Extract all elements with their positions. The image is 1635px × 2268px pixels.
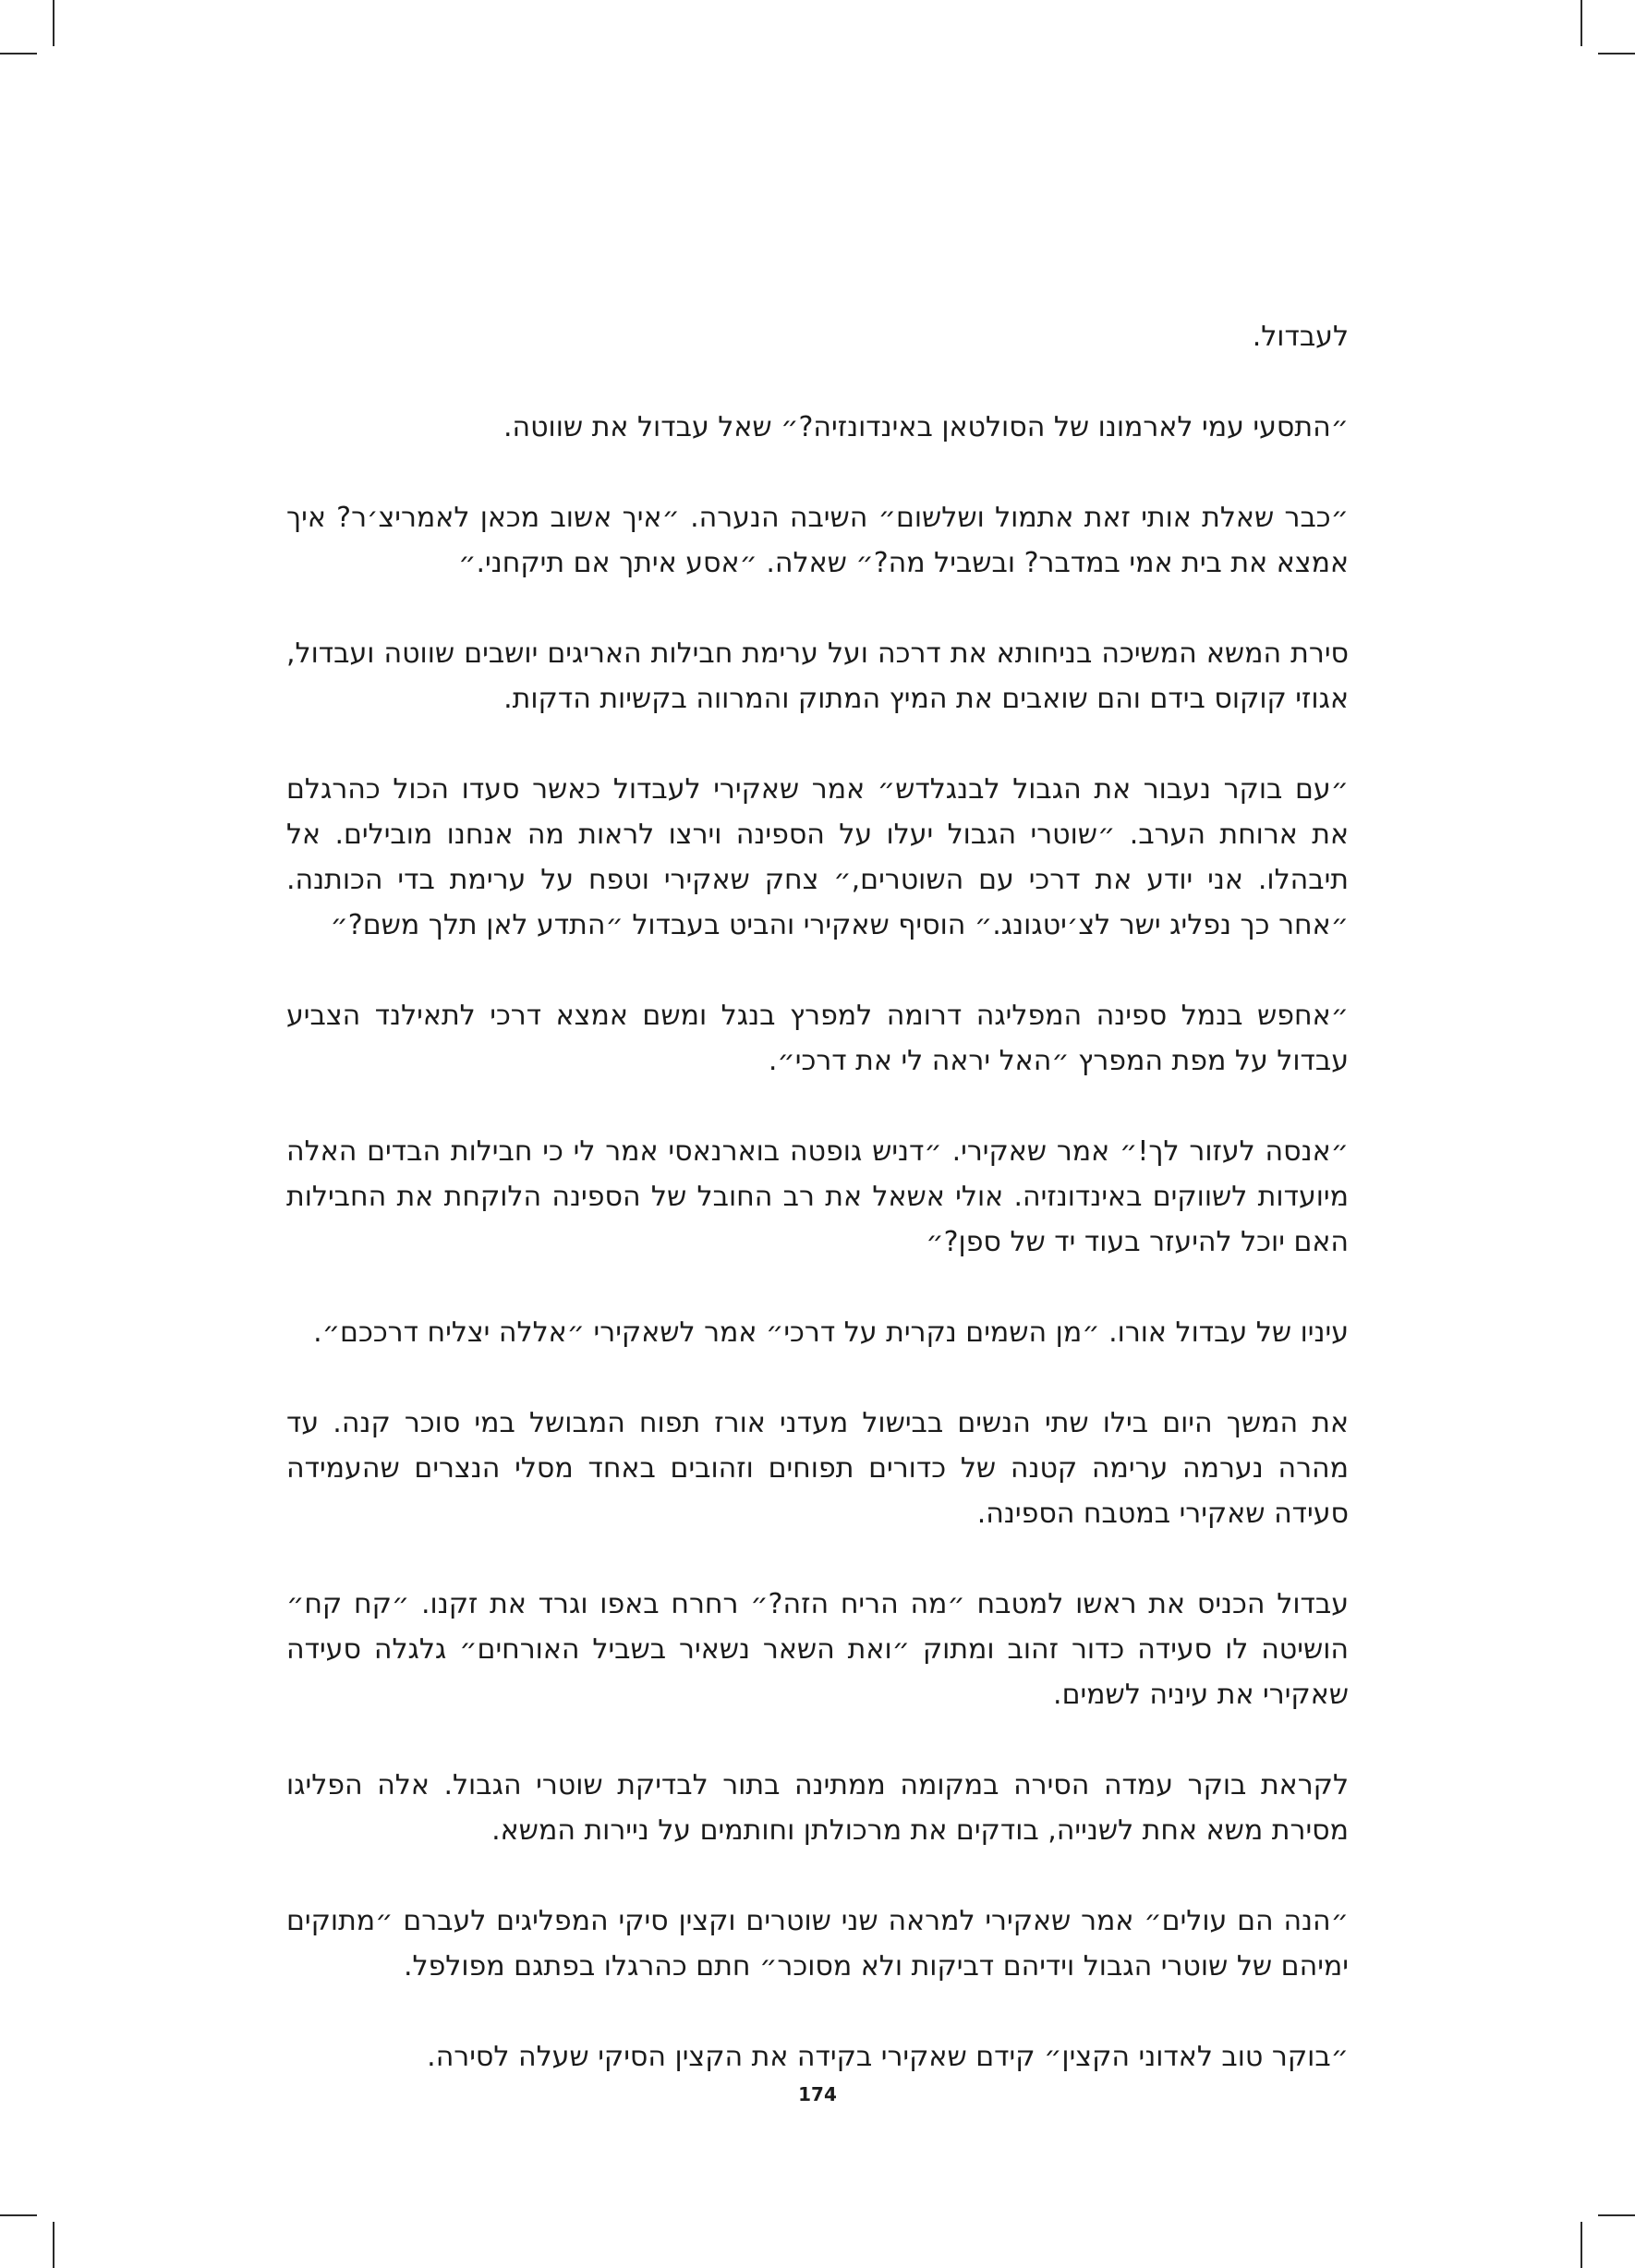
crop-mark-bottom-right-horizontal bbox=[1598, 2214, 1635, 2216]
paragraph: לקראת בוקר עמדה הסירה במקומה ממתינה בתור לבדיקת שוטרי הגבול. אלה הפליגו מסירת משא אחת לשנייה, בודקים את מרכולתן וחותמים על ניירות המשא. bbox=[286, 1769, 1349, 1847]
paragraph: ״התסעי עמי לארמונו של הסולטאן באינדונזיה?״ שאל עבדול את שווטה. bbox=[503, 411, 1349, 443]
crop-mark-bottom-left-vertical bbox=[53, 2222, 54, 2268]
paragraph: עבדול הכניס את ראשו למטבח ״מה הריח הזה?״ רחרח באפו וגרד את זקנו. ״קח קח״ הושיטה לו סעידה כדור זהוב ומתוק ״ואת השאר נשאיר בשביל האורחים״ גלגלה סעידה שאקירי את עיניה לשמים. bbox=[286, 1588, 1349, 1711]
paragraph: ״הנה הם עולים״ אמר שאקירי למראה שני שוטרים וקצין סיקי המפליגים לעברם ״מתוקים ימיהם של שוטרי הגבול וידיהם דביקות ולא מסוכר״ חתם כהרגלו בפתגם מפולפל. bbox=[286, 1905, 1349, 1983]
paragraph: את המשך היום בילו שתי הנשים בבישול מעדני אורז תפוח המבושל במי סוכר קנה. עד מהרה נערמה ערימה קטנה של כדורים תפוחים וזהובים באחד מסלי הנצרים שהעמידה סעידה שאקירי במטבח הספינה. bbox=[286, 1407, 1349, 1530]
paragraph: עיניו של עבדול אורו. ״מן השמים נקרית על דרכי״ אמר לשאקירי ״אללה יצליח דרככם״. bbox=[313, 1316, 1349, 1349]
crop-mark-bottom-left-horizontal bbox=[0, 2214, 37, 2216]
paragraph: לעבדול. bbox=[1252, 321, 1349, 353]
paragraph: ״אחפש בנמל ספינה המפליגה דרומה למפרץ בנגל ומשם אמצא דרכי לתאילנד הצביע עבדול על מפת המפרץ ״האל יראה לי את דרכי״. bbox=[286, 1000, 1349, 1077]
page-number: 174 bbox=[798, 2083, 837, 2105]
body-text bbox=[286, 314, 1349, 2125]
paragraph: סירת המשא המשיכה בניחותא את דרכה ועל ערימת חבילות האריגים יושבים שווטה ועבדול, אגוזי קוקוס בידם והם שואבים את המיץ המתוק והמרווה בקשיות הדקות. bbox=[286, 637, 1349, 715]
crop-mark-top-right-vertical bbox=[1580, 0, 1582, 46]
crop-mark-top-left-vertical bbox=[53, 0, 54, 46]
paragraph: ״עם בוקר נעבור את הגבול לבנגלדש״ אמר שאקירי לעבדול כאשר סעדו הכול כהרגלם את ארוחת הערב. ״שוטרי הגבול יעלו על הספינה וירצו לראות מה אנחנו מובילים. אל תיבהלו. אני יודע את דרכי עם השוטרים,״ צחק שאקירי וטפח על ערימת בדי הכותנה. ״אחר כך נפליג ישר לצ׳יטגונג.״ הוסיף שאקירי והביט בעבדול ״התדע לאן תלך משם?״ bbox=[286, 773, 1349, 941]
paragraph: ״כבר שאלת אותי זאת אתמול ושלשום״ השיבה הנערה. ״איך אשוב מכאן לאמריצ׳ר? איך אמצא את בית אמי במדבר? ובשביל מה?״ שאלה. ״אסע איתך אם תיקחני.״ bbox=[286, 502, 1349, 579]
crop-mark-bottom-right-vertical bbox=[1580, 2222, 1582, 2268]
crop-mark-top-left-horizontal bbox=[0, 53, 37, 55]
paragraph: ״בוקר טוב לאדוני הקצין״ קידם שאקירי בקידה את הקצין הסיקי שעלה לסירה. bbox=[427, 2041, 1349, 2073]
crop-mark-top-right-horizontal bbox=[1598, 53, 1635, 55]
paragraph: ״אנסה לעזור לך!״ אמר שאקירי. ״דניש גופטה בוארנאסי אמר לי כי חבילות הבדים האלה מיועדות לשווקים באינדונזיה. אולי אשאל את רב החובל של הספינה הלוקחת את החבילות האם יוכל להיעזר בעוד יד של ספן?״ bbox=[286, 1135, 1349, 1258]
